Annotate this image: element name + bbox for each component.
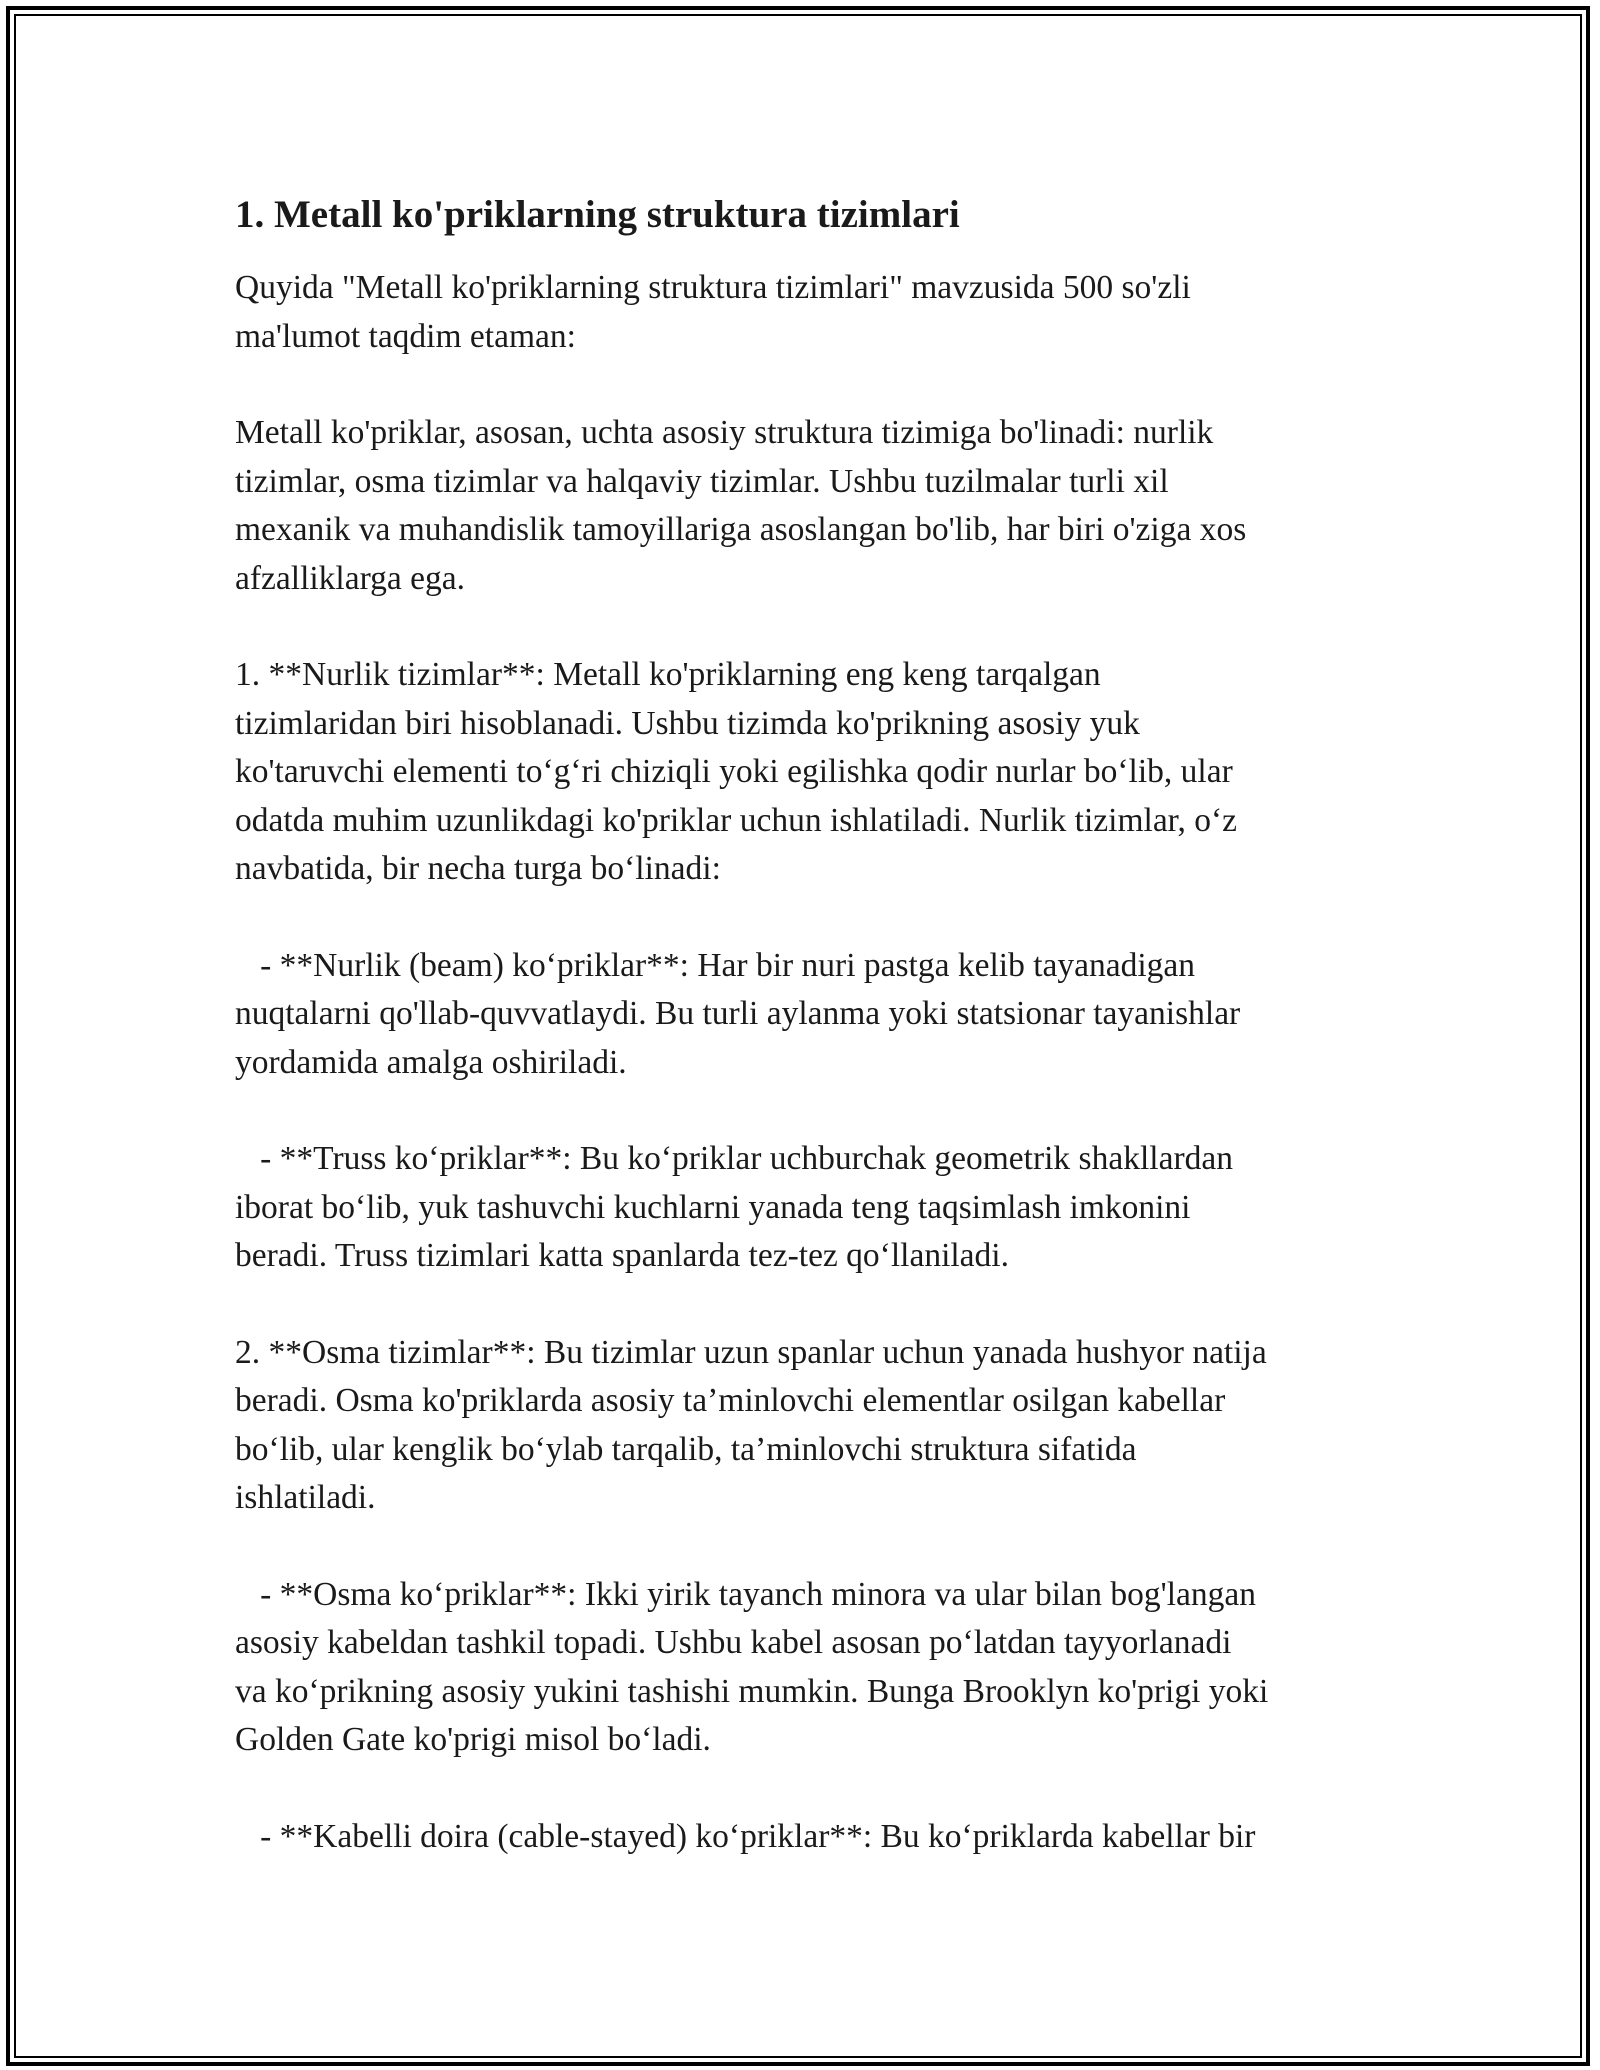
paragraph-gap <box>235 603 1385 651</box>
suspension-systems-paragraph: 2. **Osma tizimlar**: Bu tizimlar uzun spanlar uchun yanada hushyor natija beradi. Osma ko'priklarda asosiy ta’minlovchi elementlar osilgan kabellar bo‘lib, ular kenglik bo‘ylab tarqalib, ta’minlovchi struktura sifatida ishlatiladi. <box>235 1333 1267 1516</box>
intro-paragraph: Quyida "Metall ko'priklarning struktura tizimlari" mavzusida 500 so'zli ma'lumot taqdim etaman: <box>235 269 1191 355</box>
suspension-bridges-item: - **Osma ko‘priklar**: Ikki yirik tayanch minora va ular bilan bog'langan asosiy kabeldan tashkil topadi. Ushbu kabel asosan po‘latdan tayyorlanadi va ko‘prikning asosiy yukini tashishi mumkin. Bunga Brooklyn ko'prigi yoki Golden Gate ko'prigi misol bo‘ladi. <box>235 1575 1269 1758</box>
paragraph-gap <box>235 894 1385 942</box>
paragraph-gap <box>235 1281 1385 1329</box>
beam-bridges-item: - **Nurlik (beam) ko‘priklar**: Har bir nuri pastga kelib tayanadigan nuqtalarni qo'llab-quvvatlaydi. Bu turli aylanma yoki statsionar tayanishlar yordamida amalga oshiriladi. <box>235 946 1241 1081</box>
paragraph-gap <box>235 1765 1385 1813</box>
document-heading: 1. Metall ko'priklarning struktura tizimlari <box>235 193 960 236</box>
truss-bridges-item: - **Truss ko‘priklar**: Bu ko‘priklar uchburchak geometrik shakllardan iborat bo‘lib, yuk tashuvchi kuchlarni yanada teng taqsimlash imkonini beradi. Truss tizimlari katta spanlarda tez-tez qo‘llaniladi. <box>235 1140 1233 1274</box>
document-body <box>235 186 1385 1861</box>
paragraph-gap <box>235 1523 1385 1571</box>
paragraph-gap <box>235 361 1385 409</box>
paragraph-gap <box>235 1087 1385 1135</box>
beam-systems-paragraph: 1. **Nurlik tizimlar**: Metall ko'priklarning eng keng tarqalgan tizimlaridan biri hisoblanadi. Ushbu tizimda ko'prikning asosiy yuk ko'taruvchi elementi to‘g‘ri chiziqli yoki egilishka qodir nurlar bo‘lib, ular odatda muhim uzunlikdagi ko'priklar uchun ishlatiladi. Nurlik tizimlar, o‘z navbatida, bir necha turga bo‘linadi: <box>235 656 1238 887</box>
overview-paragraph: Metall ko'priklar, asosan, uchta asosiy struktura tizimiga bo'linadi: nurlik tizimlar, osma tizimlar va halqaviy tizimlar. Ushbu tuzilmalar turli xil mexanik va muhandislik tamoyillariga asoslangan bo'lib, har biri o'ziga xos afzalliklarga ega. <box>235 414 1247 597</box>
cable-stayed-bridges-item: - **Kabelli doira (cable-stayed) ko‘priklar**: Bu ko‘priklarda kabellar bir <box>235 1817 1256 1855</box>
